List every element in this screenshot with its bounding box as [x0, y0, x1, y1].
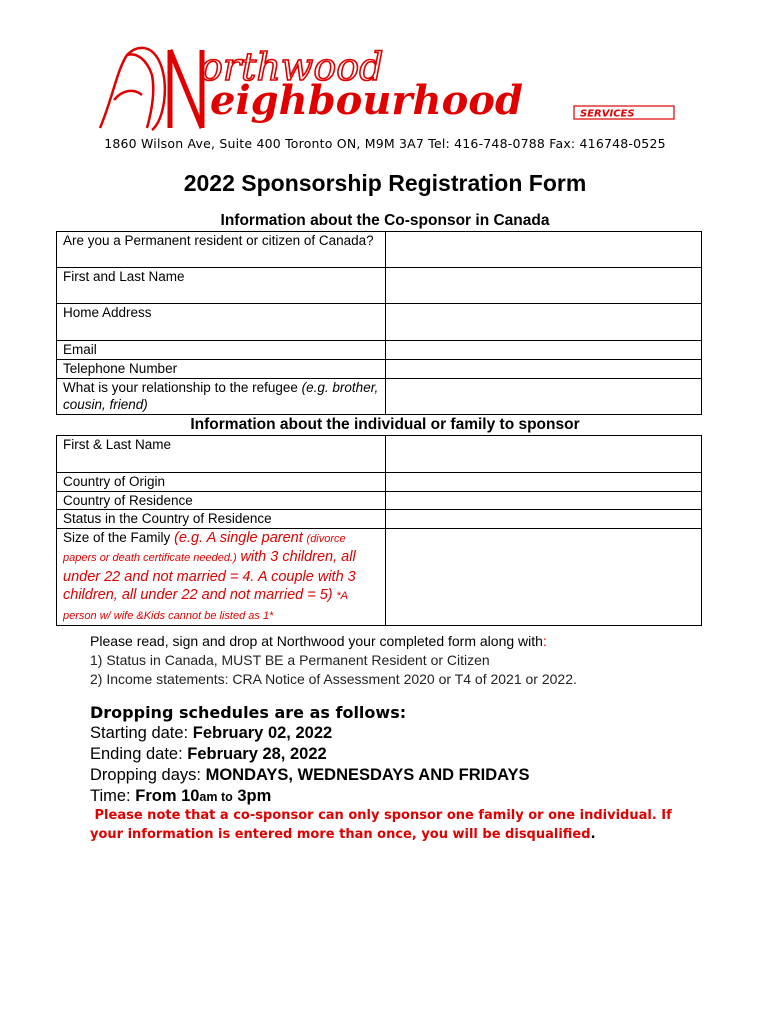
instructions: Please read, sign and drop at Northwood your completed form along with: 1) Status in Canada, MUST BE a Permanent Resident or Citizen 2) Income statements: CRA Notice of Assessment 2020 or T4 of 2021 or 2022. [90, 632, 730, 689]
disqualification-note: Please note that a co-sponsor can only sponsor one family or one individual. If your information is entered more than once, you will be disqualified. [90, 808, 672, 842]
input-status[interactable] [386, 510, 702, 529]
row-label-country-origin: Country of Origin [57, 473, 386, 492]
input-family-size[interactable] [386, 528, 702, 626]
logo-line2: eighbourhood [210, 77, 523, 124]
schedule-start: Starting date: February 02, 2022 [90, 724, 333, 742]
sponsored-family-table [56, 435, 702, 626]
cosponsor-table [56, 231, 702, 415]
row-label-address: Home Address [57, 304, 386, 341]
input-name[interactable] [386, 268, 702, 304]
instructions-intro: Please read, sign and drop at Northwood your completed form along with [90, 633, 543, 649]
row-label-name: First and Last Name [57, 268, 386, 304]
row-label-status: Status in the Country of Residence [57, 510, 386, 529]
organization-address: 1860 Wilson Ave, Suite 400 Toronto ON, M9M 3A7 Tel: 416-748-0788 Fax: 416748-0525 [104, 136, 666, 151]
logo-line1: orthwood [200, 45, 384, 89]
input-country-residence[interactable] [386, 491, 702, 510]
schedule-end: Ending date: February 28, 2022 [90, 745, 327, 763]
section1-heading: Information about the Co-sponsor in Canada [220, 212, 550, 229]
input-residency[interactable] [386, 232, 702, 268]
row-label-telephone: Telephone Number [57, 360, 386, 379]
input-relationship[interactable] [386, 378, 702, 414]
row-label-email: Email [57, 341, 386, 360]
row-label-relationship: What is your relationship to the refugee (e.g. brother, cousin, friend) [57, 378, 386, 414]
page-title: 2022 Sponsorship Registration Form [183, 170, 587, 196]
northwood-logo [92, 40, 678, 135]
instructions-item1: 1) Status in Canada, MUST BE a Permanent Resident or Citizen [90, 652, 490, 668]
row-label-country-residence: Country of Residence [57, 491, 386, 510]
input-email[interactable] [386, 341, 702, 360]
schedule-heading: Dropping schedules are as follows: [90, 703, 407, 722]
row-label-residency: Are you a Permanent resident or citizen of Canada? [57, 232, 386, 268]
schedule-time: Time: From 10am to 3pm [90, 787, 272, 805]
logo-line3: SERVICES [580, 108, 635, 120]
input-family-name[interactable] [386, 436, 702, 473]
input-country-origin[interactable] [386, 473, 702, 492]
input-address[interactable] [386, 304, 702, 341]
instructions-item2: 2) Income statements: CRA Notice of Assessment 2020 or T4 of 2021 or 2022. [90, 671, 577, 687]
input-telephone[interactable] [386, 360, 702, 379]
section2-heading: Information about the individual or family to sponsor [190, 416, 580, 433]
row-label-family-name: First & Last Name [57, 436, 386, 473]
schedule-days: Dropping days: MONDAYS, WEDNESDAYS AND FRIDAYS [90, 766, 530, 784]
row-label-family-size: Size of the Family (e.g. A single parent (divorce papers or death certificate needed.) with 3 children, all under 22 and not married = 4. A couple with 3 children, all under 22 and not married = 5) *A person w/ wife &Kids cannot be listed as 1* [57, 528, 386, 626]
drop-schedule [90, 702, 730, 808]
